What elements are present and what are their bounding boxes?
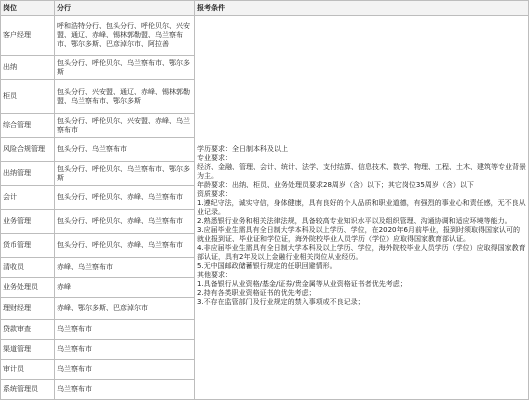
position-cell: 渠道管理 <box>1 340 55 360</box>
requirement-line: 1.遵纪守法，诚实守信，身体健康，具有良好的个人品质和职业道德，有强烈的事业心和责任感，无不良从业记录。 <box>197 198 526 216</box>
branch-cell: 赤峰、乌兰察布市 <box>55 258 195 278</box>
position-cell: 客户经理 <box>1 16 55 56</box>
branch-cell: 乌兰察布市 <box>55 320 195 340</box>
branch-cell: 包头分行、呼伦贝尔、赤峰、乌兰察布市 <box>55 210 195 234</box>
branch-cell: 赤峰、鄂尔多斯、巴彦淖尔市 <box>55 298 195 320</box>
position-cell: 综合管理 <box>1 114 55 138</box>
branch-cell: 包头分行、呼伦贝尔、乌兰察布市、鄂尔多斯 <box>55 162 195 186</box>
header-row <box>1 1 529 16</box>
position-cell: 系统管理员 <box>1 380 55 400</box>
position-cell: 货币管理 <box>1 234 55 258</box>
branch-cell: 呼和浩特分行、包头分行、呼伦贝尔、兴安盟、通辽、赤峰、锡林郭勒盟、乌兰察布市、鄂尔多斯、巴彦淖尔市、阿拉善 <box>55 16 195 56</box>
requirement-line: 4.非应届毕业生需具有全日制大学本科及以上学历、学位，海外院校毕业人员学历（学位）应取得国家教育部认证，具有2年及以上金融行业相关岗位从业经历。 <box>197 243 526 261</box>
position-cell: 理财经理 <box>1 298 55 320</box>
header-position: 岗位 <box>1 1 55 16</box>
branch-cell: 乌兰察布市 <box>55 380 195 400</box>
position-cell: 业务处理员 <box>1 278 55 298</box>
requirements-spacer <box>197 109 526 145</box>
requirement-line: 1.具备银行从业资格/基金/证券/贵金属等从业资格证书者优先考虑； <box>197 279 407 288</box>
position-cell: 出纳 <box>1 56 55 80</box>
header-branch: 分行 <box>55 1 195 16</box>
branch-cell: 包头分行、呼伦贝尔、赤峰、乌兰察布市 <box>55 186 195 210</box>
requirement-line: 3.不存在监管部门及行业规定的禁入事项或不良记录； <box>197 297 365 306</box>
position-cell: 业务管理 <box>1 210 55 234</box>
requirement-line: 经济、金融、管理、会计、统计、法学、支付结算、信息技术、数学、物理、工程、土木、建筑等专业背景为主。 <box>197 162 526 180</box>
branch-cell: 赤峰 <box>55 278 195 298</box>
branch-cell: 包头分行、呼伦贝尔、赤峰、乌兰察布市 <box>55 234 195 258</box>
position-cell: 柜员 <box>1 80 55 114</box>
requirement-line: 专业要求： <box>197 153 232 162</box>
position-cell: 清收员 <box>1 258 55 278</box>
branch-cell: 包头分行、兴安盟、通辽、赤峰、锡林郭勒盟、乌兰察布市、鄂尔多斯 <box>55 80 195 114</box>
branch-cell: 乌兰察布市 <box>55 340 195 360</box>
position-cell: 审计员 <box>1 360 55 380</box>
header-requirements: 报考条件 <box>195 1 529 16</box>
requirement-line: 年龄要求：出纳、柜员、业务处理员要求28周岁（含）以下；其它岗位35周岁（含）以下 <box>197 180 474 189</box>
branch-cell: 乌兰察布市 <box>55 360 195 380</box>
requirement-line: 2.熟悉银行业务和相关法律法规，具备较高专业知识水平以及组织管理、沟通协调和适应环境等能力。 <box>197 216 512 225</box>
requirement-line: 学历要求：全日制本科及以上 <box>197 144 288 153</box>
requirement-line: 其他要求： <box>197 270 232 279</box>
branch-cell: 包头分行、乌兰察布市 <box>55 138 195 162</box>
requirements-cell <box>195 16 529 400</box>
position-cell: 风险合规管理 <box>1 138 55 162</box>
requirement-line: 资质要求： <box>197 189 232 198</box>
position-cell: 贷款审查 <box>1 320 55 340</box>
position-cell: 出纳管理 <box>1 162 55 186</box>
requirement-line: 2.持有各类职业资格证书的优先考虑； <box>197 288 316 297</box>
position-cell: 会计 <box>1 186 55 210</box>
table-row <box>1 16 529 56</box>
requirement-line: 5.无中国邮政储蓄银行规定的任职回避情形。 <box>197 261 337 270</box>
requirement-line: 3.应届毕业生需具有全日制大学本科及以上学历、学位，在2020年6月前毕业，报到时须取得国家认可的就业报到证、毕业证和学位证，海外院校毕业人员学历（学位）应取得国家教育部认证。 <box>197 225 520 243</box>
branch-cell: 包头分行、呼伦贝尔、兴安盟、赤峰、乌兰察布市 <box>55 114 195 138</box>
branch-cell: 包头分行、呼伦贝尔、乌兰察布市、鄂尔多斯 <box>55 56 195 80</box>
